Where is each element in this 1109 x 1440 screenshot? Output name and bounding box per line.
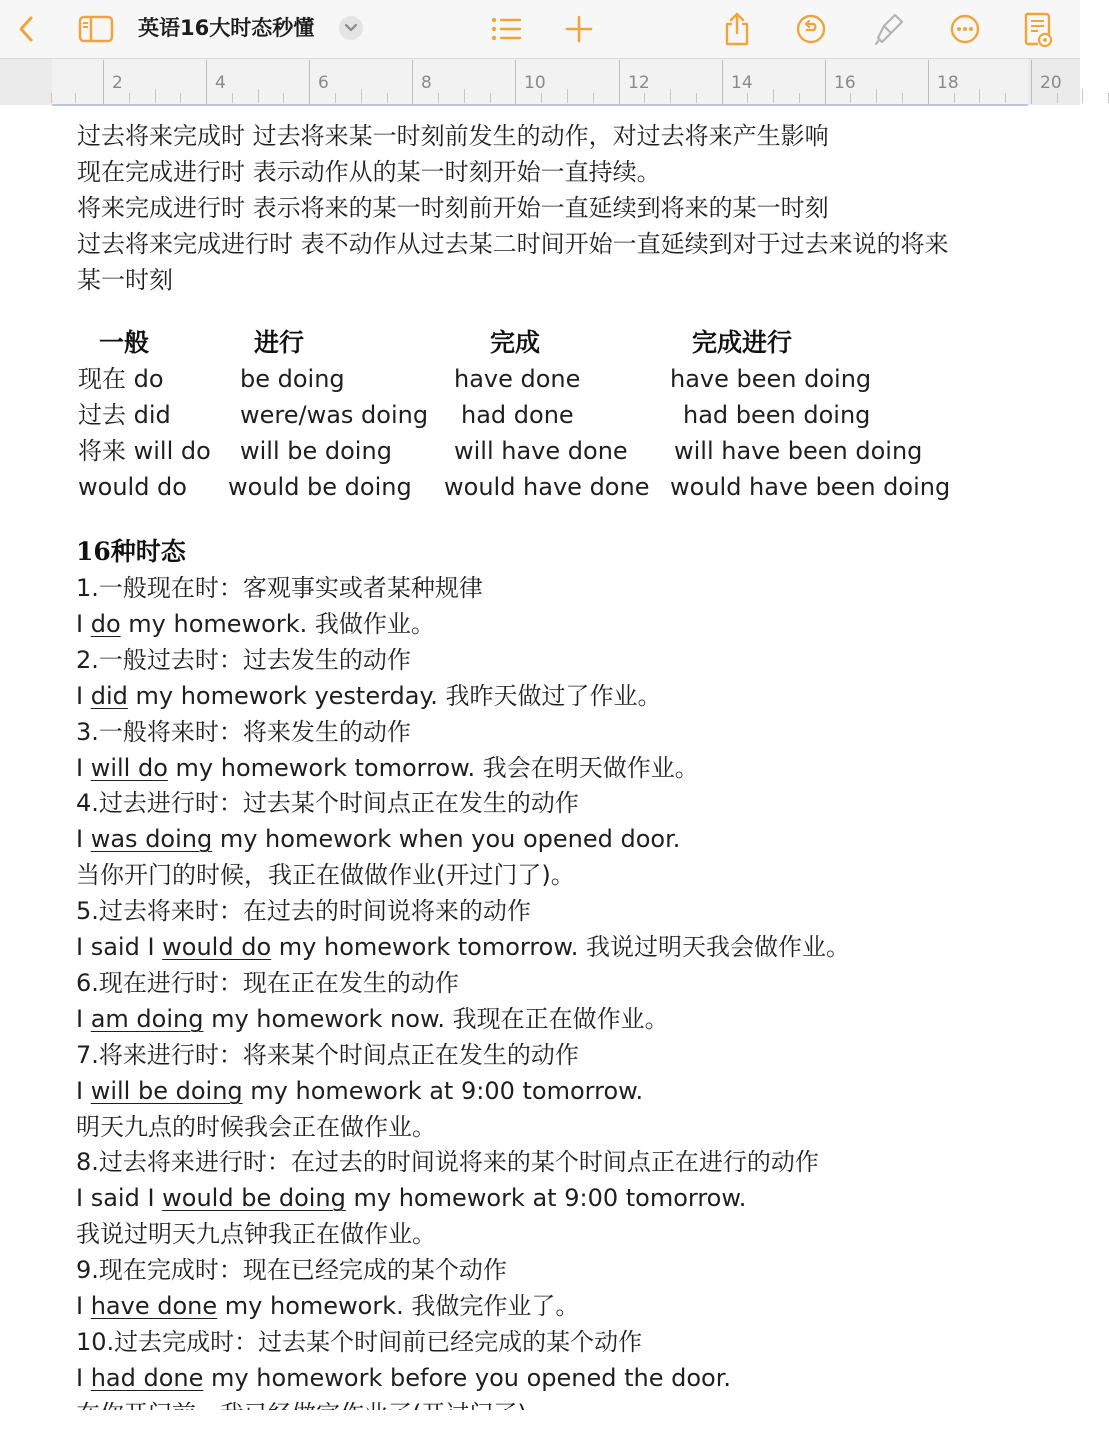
section-title: 16种时态 [76,537,186,566]
table-cell: had been doing [683,401,871,429]
table-header: 完成 [490,328,541,357]
sidebar-icon[interactable] [76,0,116,58]
example-prefix: I [76,610,91,638]
table-cell: 过去 did [78,401,171,429]
tense-verb: would do [162,933,272,961]
more-icon[interactable] [946,0,984,58]
ruler-major-tick [412,60,413,104]
example-suffix: my homework at 9:00 tomorrow. [345,1184,747,1212]
ruler-minor-tick [129,93,130,103]
ruler-minor-tick [1057,93,1058,103]
ruler-minor-tick [593,93,594,103]
ruler-minor-tick [1082,89,1083,103]
example-suffix: my homework. 我做完作业了。 [217,1292,580,1320]
table-header: 完成进行 [692,328,793,357]
ruler-major-tick [619,60,620,104]
ruler-label: 12 [628,73,650,93]
example-prefix: I said I [76,933,163,961]
entry-line: 8.过去将来进行时：在过去的时间说将来的某个时间点正在进行的动作 [76,1148,819,1176]
undo-icon[interactable] [792,0,830,58]
table-cell: have been doing [670,365,872,393]
tense-verb: had done [90,1364,204,1392]
table-header: 进行 [254,328,305,357]
tense-verb: did [90,682,128,710]
ruler-minor-tick [75,93,76,103]
entry-line: 3.一般将来时：将来发生的动作 [76,718,411,746]
ruler-label: 14 [731,73,753,93]
example-suffix: my homework yesterday. 我昨天做过了作业。 [127,682,662,710]
ruler-major-tick [1031,60,1032,104]
ruler-label: 2 [112,73,123,93]
tense-verb: was doing [90,825,213,853]
back-chevron-icon[interactable] [8,0,44,58]
ruler-minor-tick [232,93,233,103]
ruler-minor-tick [438,93,439,103]
ruler-label: 6 [318,73,329,93]
ruler-minor-tick [464,89,465,103]
ruler-minor-tick [850,93,851,103]
table-cell: be doing [240,365,345,393]
paintbrush-icon[interactable] [870,0,908,58]
example-prefix: I [76,1292,91,1320]
example-sentence [76,1001,669,1037]
ruler-minor-tick [258,89,259,103]
intro-line: 将来完成进行时 表示将来的某一时刻前开始一直延续到将来的某一时刻 [77,194,829,222]
ruler-minor-tick [361,89,362,103]
example-sentence [76,750,699,786]
example-sentence [76,1180,746,1216]
example-prefix: I [76,754,91,782]
entry-line: 10.过去完成时：过去某个时间前已经完成的某个动作 [76,1328,643,1356]
title-chevron-down-icon[interactable] [339,16,363,40]
ruler-minor-tick [283,93,284,103]
ruler-minor-tick [696,93,697,103]
ruler-major-tick [206,60,207,104]
ruler-minor-tick [1005,93,1006,103]
entry-line: 5.过去将来时：在过去的时间说将来的动作 [76,897,531,925]
entry-line: 当你开门的时候，我正在做做作业(开过门了)。 [76,861,575,889]
example-sentence [76,678,662,714]
ruler-minor-tick [799,93,800,103]
toolbar [0,0,1080,58]
table-cell: would be doing [228,473,412,501]
ruler-minor-tick [541,93,542,103]
ruler-minor-tick [670,89,671,103]
example-prefix: I [76,825,91,853]
entry-line: 明天九点的时候我会正在做作业。 [76,1113,436,1141]
ruler-minor-tick [180,93,181,103]
table-header: 一般 [99,328,150,357]
tense-verb: will be doing [90,1077,243,1105]
ruler-minor-tick [387,93,388,103]
document-view-icon[interactable] [1020,0,1056,58]
ruler-major-tick [825,60,826,104]
example-sentence [76,1360,731,1396]
ruler-label: 16 [834,73,856,93]
example-suffix: my homework before you opened the door. [203,1364,732,1392]
example-prefix: I said I [76,1184,163,1212]
example-suffix: my homework at 9:00 tomorrow. [242,1077,644,1105]
ruler-label: 10 [524,73,546,93]
example-sentence [76,1073,643,1109]
table-cell: were/was doing [240,401,429,429]
entry-line: 4.过去进行时：过去某个时间点正在发生的动作 [76,789,579,817]
intro-line: 过去将来完成进行时 表不动作从过去某二时间开始一直延续到对于过去来说的将来 [77,230,949,258]
plus-icon[interactable] [562,0,596,58]
entry-line: 1.一般现在时：客观事实或者某种规律 [76,574,483,602]
entry-line: 我说过明天九点钟我正在做作业。 [76,1220,436,1248]
tense-verb: do [90,610,121,638]
entry-line: 6.现在进行时：现在正在发生的动作 [76,969,459,997]
ruler-minor-tick [902,93,903,103]
ruler-minor-tick [567,89,568,103]
ruler-left-margin [0,59,52,105]
example-prefix: I [76,682,91,710]
ruler-major-tick [722,60,723,104]
example-suffix: my homework tomorrow. 我说过明天我会做作业。 [271,933,851,961]
example-suffix: my homework when you opened door. [212,825,681,853]
table-cell: would do [78,473,187,501]
table-cell: 现在 do [78,365,164,393]
ruler-major-tick [309,60,310,104]
ruler-minor-tick [979,89,980,103]
ruler-major-tick [103,60,104,104]
example-prefix: I [76,1005,91,1033]
ruler[interactable] [0,58,1080,105]
example-prefix: I [76,1364,91,1392]
ruler-minor-tick [773,89,774,103]
table-cell: had done [461,401,574,429]
example-suffix: my homework. 我做作业。 [120,610,435,638]
example-suffix: my homework tomorrow. 我会在明天做作业。 [167,754,699,782]
tense-verb: will do [90,754,168,782]
example-sentence [76,606,435,642]
ruler-minor-tick [747,93,748,103]
table-cell: will have been doing [674,437,923,465]
ruler-minor-tick [876,89,877,103]
table-cell: would have done [444,473,650,501]
ruler-minor-tick [51,93,52,103]
intro-line: 现在完成进行时 表示动作从的某一时刻开始一直持续。 [77,158,661,186]
example-sentence [76,929,850,965]
ruler-minor-tick [644,93,645,103]
ruler-minor-tick [954,93,955,103]
table-cell: have done [454,365,581,393]
ruler-major-tick [928,60,929,104]
intro-line: 过去将来完成时 过去将来某一时刻前发生的动作，对过去将来产生影响 [77,122,829,150]
page-bottom [0,1410,1080,1440]
entry-line: 2.一般过去时：过去发生的动作 [76,646,411,674]
table-cell: will have done [454,437,628,465]
example-sentence [76,821,680,857]
ruler-minor-tick [490,93,491,103]
list-bullets-icon[interactable] [486,0,526,58]
entry-line: 7.将来进行时：将来某个时间点正在发生的动作 [76,1041,579,1069]
document-body[interactable] [0,105,1080,1410]
table-cell: 将来 will do [78,437,211,465]
table-cell: will be doing [240,437,392,465]
ruler-label: 18 [937,73,959,93]
ruler-major-tick [515,60,516,104]
ruler-label: 20 [1040,73,1062,93]
example-sentence [76,1288,579,1324]
entry-line: 9.现在完成时：现在已经完成的某个动作 [76,1256,507,1284]
intro-line: 某一时刻 [77,266,173,294]
table-cell: would have been doing [670,473,951,501]
tense-verb: am doing [90,1005,204,1033]
ruler-minor-tick [155,89,156,103]
example-suffix: my homework now. 我现在正在做作业。 [203,1005,669,1033]
example-prefix: I [76,1077,91,1105]
share-icon[interactable] [718,0,756,58]
ruler-minor-tick [335,93,336,103]
tense-verb: would be doing [162,1184,346,1212]
tense-verb: have done [90,1292,218,1320]
ruler-label: 8 [421,73,432,93]
document-title[interactable]: 英语16大时态秒懂 [138,16,315,40]
ruler-label: 4 [215,73,226,93]
